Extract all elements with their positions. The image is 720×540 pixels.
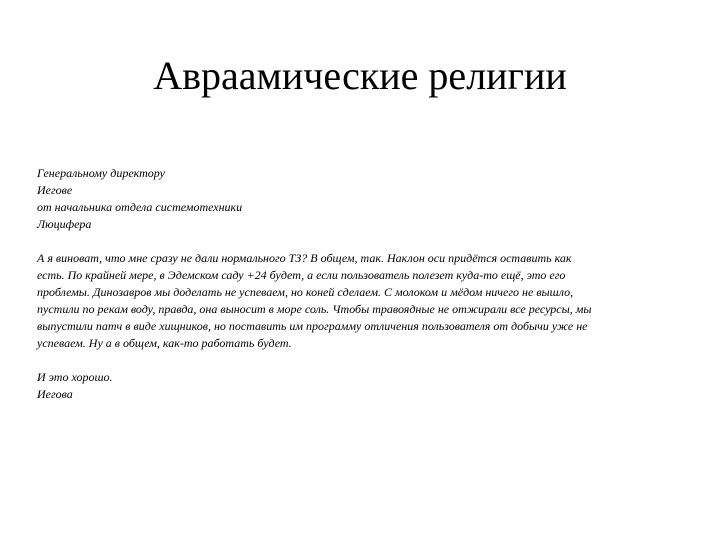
signature-block: [37, 369, 692, 403]
address-line: Люцифера: [37, 217, 92, 231]
letter-body: [37, 165, 692, 403]
address-line: от начальника отдела системотехники: [37, 200, 243, 214]
letter-line: выпустили патч в виде хищников, но поставить им программу отличения пользователя от добычи уже не: [37, 319, 588, 333]
letter-line: успеваем. Ну а в общем, как-то работать будет.: [37, 336, 292, 350]
slide-title: Авраамические религии: [153, 53, 567, 98]
address-block: [37, 165, 692, 233]
closing-line: И это хорошо.: [37, 370, 113, 384]
letter-line: проблемы. Динозавров мы доделать не успеваем, но коней сделаем. С молоком и мёдом ничего не вышло,: [37, 285, 574, 299]
address-line: Генеральному директору: [37, 166, 165, 180]
signature-name: Иегова: [37, 387, 73, 401]
letter-paragraph: [37, 250, 692, 352]
letter-line: пустили по рекам воду, правда, она выносит в море соль. Чтобы травоядные не отжирали все ресурсы, мы: [37, 302, 592, 316]
letter-line: А я виноват, что мне сразу не дали нормального ТЗ? В общем, так. Наклон оси придётся оставить как: [37, 251, 572, 265]
address-line: Иегове: [37, 183, 73, 197]
letter-line: есть. По крайней мере, в Эдемском саду +24 будет, а если пользователь полезет куда-то ещё, это его: [37, 268, 566, 282]
